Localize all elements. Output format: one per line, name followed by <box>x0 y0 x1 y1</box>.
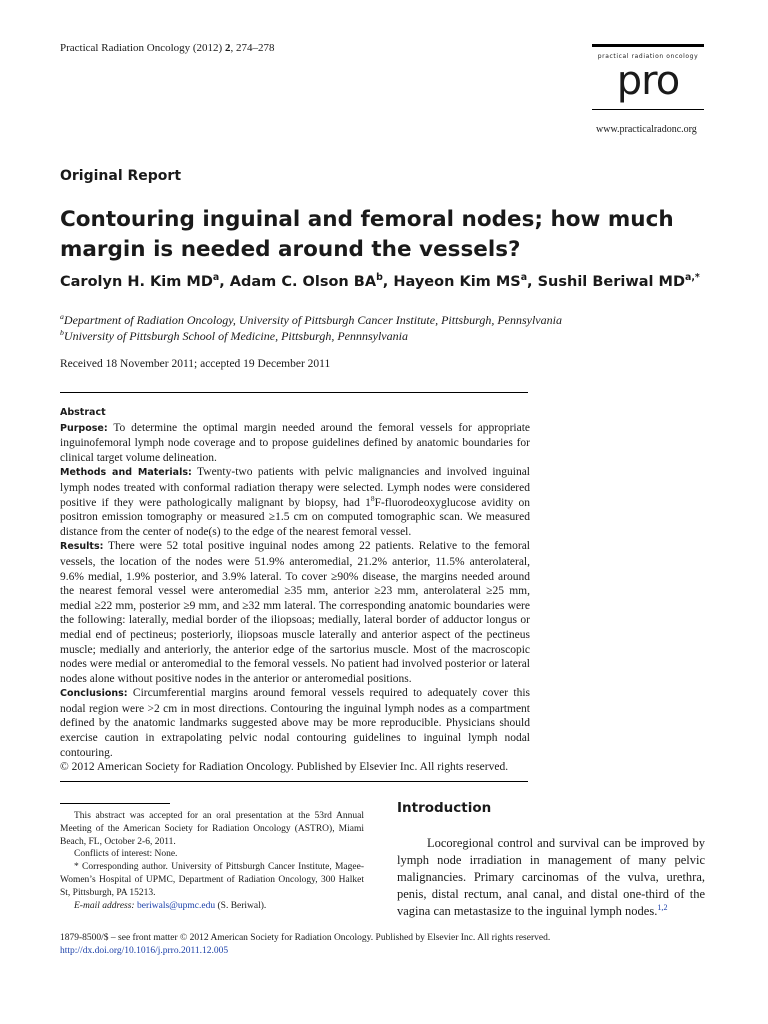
affiliation-text: University of Pittsburgh School of Medicine, Pittsburgh, Pennnsylvania <box>63 329 408 343</box>
journal-volume: 2 <box>224 42 231 54</box>
journal-url[interactable]: www.practicalradonc.org <box>596 124 697 135</box>
author-separator: , <box>219 274 230 290</box>
author-affiliation-mark: a <box>212 272 220 284</box>
affiliation-mark: a <box>60 312 64 321</box>
logo-top-bar <box>592 44 704 47</box>
front-matter <box>60 932 550 958</box>
abstract-heading: Abstract <box>60 407 106 418</box>
footnotes <box>60 810 364 912</box>
email-link[interactable]: beriwals@upmc.edu <box>136 900 216 911</box>
affiliation-mark: b <box>60 328 64 337</box>
purpose-label: Purpose: <box>60 422 108 434</box>
author-name[interactable]: Adam C. Olson BA <box>229 274 377 290</box>
logo-bottom-rule <box>592 109 704 110</box>
issn-line: 1879-8500/$ – see front matter © 2012 American Society for Radiation Oncology. Published by Elsevier Inc. All rights reserved. <box>60 933 551 943</box>
section-label: Original Report <box>60 168 182 184</box>
doi-link[interactable]: http://dx.doi.org/10.1016/j.prro.2011.12.005 <box>60 946 229 956</box>
affiliation-text: Department of Radiation Oncology, University of Pittsburgh Cancer Institute, Pittsburgh, Pennsylvania <box>63 313 562 327</box>
logo-wordmark: pro <box>616 58 680 104</box>
introduction-text: Locoregional control and survival can be improved by lymph node irradiation in management of many pelvic malignancies. Primary carcinomas of the vulva, urethra, penis, distal rectum, anal canal, and distal one-third of the vagina can metastasize to the inguinal lymph nodes. <box>397 836 705 918</box>
abstract-conclusions <box>60 686 530 760</box>
footnote-email <box>60 900 364 913</box>
methods-label: Methods and Materials: <box>60 467 192 479</box>
results-text: There were 52 total positive inguinal nodes among 22 patients. Relative to the femoral vessels, the location of the nodes were 51.9% anteromedial, 21.2% anterior, 11.5% anterolateral, 9.6% medial, 1.9% posterior, and 3.9% lateral. To cover ≥90% disease, the margins needed around the nearest femoral vessel were anteromedial ≥35 mm, anterior ≥23 mm, anterolateral ≥25 mm, medial ≥22 mm, posterior ≥9 mm, and ≥32 mm lateral. The corresponding anatomic boundaries were the following: laterally, medial border of the iliopsoas; medially, lateral border of adductor longus or medial end of pectineus; posteriorly, iliopsoas muscle laterally and anterior aspect of the pectineus muscle; medially and anteriorly, the anterior edge of the sartorius muscle. Most of the macroscopic nodes were medial or anteromedial to the femoral vessels. No patient had involved posterior or lateral nodes alone without positive nodes in the anterior or anteromedial positions. <box>60 540 531 685</box>
author-affiliation-mark: b <box>376 272 383 284</box>
abstract-purpose <box>60 421 530 466</box>
received-dates: Received 18 November 2011; accepted 19 December 2011 <box>60 358 331 370</box>
conclusions-label: Conclusions: <box>60 688 128 700</box>
journal-name: Practical Radiation Oncology (2012) <box>60 42 223 54</box>
author-separator: , <box>382 274 394 290</box>
methods-text-cont: F-fluorodeoxyglucose avidity on positron emission tomography or measured ≥1.5 cm on computed tomographic scan. We measured distance from the center of node(s) to the edge of the nearest femoral vessel. <box>60 496 530 538</box>
methods-superscript: 8 <box>370 493 375 503</box>
footnote-rule <box>60 803 170 804</box>
affiliation-item <box>60 312 562 328</box>
author-separator: , <box>527 274 538 290</box>
introduction-heading: Introduction <box>397 800 492 816</box>
citation-link[interactable]: 1,2 <box>657 902 668 912</box>
abstract <box>60 405 530 775</box>
abstract-copyright: © 2012 American Society for Radiation Oncology. Published by Elsevier Inc. All rights reserved. <box>60 761 509 774</box>
introduction-paragraph <box>397 835 705 920</box>
conclusions-text: Circumferential margins around femoral vessels required to adequately cover this nodal region were >2 cm in most directions. Contouring the inguinal lymph nodes as a compartment defined by the anatomic landmarks suggested above may be more reproducible. Physicians should exercise caution in extrapolating pelvic nodal contouring guidelines to inguinal lymph nodal contouring. <box>60 687 530 759</box>
purpose-text: To determine the optimal margin needed around the femoral vessels for appropriate inguinofemoral lymph node coverage and to propose guidelines defined by anatomic boundaries for clinical target volume delineation. <box>60 421 531 464</box>
journal-logo <box>592 44 704 120</box>
author-affiliation-mark: a,* <box>685 272 700 284</box>
affiliations <box>60 312 562 344</box>
footnote-corresponding: * Corresponding author. University of Pittsburgh Cancer Institute, Magee-Women’s Hospital of UPMC, Department of Radiation Oncology, 300 Halket St, Pittsburgh, PA 15213. <box>60 862 364 898</box>
abstract-bottom-rule <box>60 781 528 782</box>
article-title: Contouring inguinal and femoral nodes; how much margin is needed around the vessels? <box>60 207 674 262</box>
journal-pages: , 274–278 <box>230 42 275 54</box>
author-list <box>60 274 700 290</box>
abstract-methods <box>60 465 530 539</box>
journal-citation <box>60 42 274 54</box>
author-name[interactable]: Hayeon Kim MS <box>393 274 521 290</box>
methods-text: Twenty-two patients with pelvic malignancies and involved inguinal lymph nodes treated with conformal radiation therapy were selected. Lymph nodes were considered positive if they were pathologically malignant by biopsy, had 1 <box>60 466 531 509</box>
affiliation-item <box>60 328 562 344</box>
author-name[interactable]: Sushil Beriwal MD <box>537 274 685 290</box>
logo-tagline: practical radiation oncology <box>597 53 699 60</box>
author-name[interactable]: Carolyn H. Kim MD <box>60 274 213 290</box>
abstract-top-rule <box>60 392 528 393</box>
email-owner: (S. Beriwal). <box>217 900 267 911</box>
footnote-presentation: This abstract was accepted for an oral presentation at the 53rd Annual Meeting of the American Society for Radiation Oncology (ASTRO), Miami Beach, FL, October 2-6, 2011. <box>60 811 364 847</box>
results-label: Results: <box>60 541 104 553</box>
abstract-results <box>60 539 530 686</box>
footnote-conflicts: Conflicts of interest: None. <box>74 849 178 860</box>
author-affiliation-mark: a <box>520 272 528 284</box>
email-label: E-mail address: <box>74 900 135 911</box>
